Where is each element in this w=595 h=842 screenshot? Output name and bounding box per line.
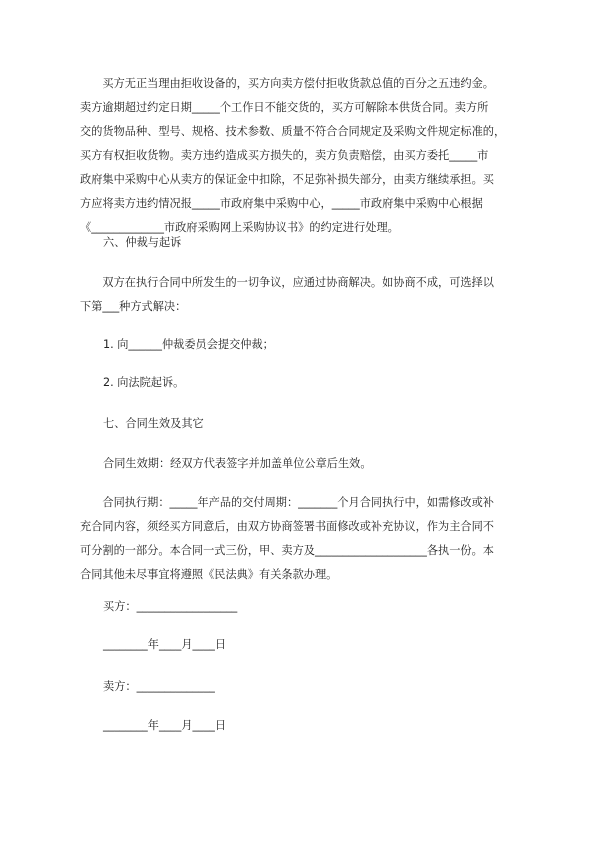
paragraph-line: 双方在执行合同中所发生的一切争议，应通过协商解决。如协商不成，可选择以 <box>80 276 494 289</box>
paragraph-line: 充合同内容，须经买方同意后，由双方协商签署书面修改或补充协议，作为主合同不 <box>80 520 494 533</box>
arbitration-option-1: 1. 向______仲裁委员会提交仲裁； <box>103 338 274 351</box>
paragraph-line: 可分割的一部分。本合同一式三份，甲、卖方及____________________各执一份。本 <box>80 544 494 557</box>
paragraph-line: 卖方逾期超过约定日期_____个工作日不能交货的，买方可解除本供货合同。卖方所 <box>80 101 489 114</box>
breach-clause-paragraph <box>80 72 532 240</box>
paragraph-line: 买方有权拒收货物。卖方违约造成买方损失的，卖方负责赔偿，由买方委托_____市 <box>80 149 489 162</box>
paragraph-line: 政府集中采购中心从卖方的保证金中扣除，不足弥补损失部分，由卖方继续承担。买 <box>80 173 494 186</box>
paragraph-line: 合同执行期：_____年产品的交付周期：_______个月合同执行中，如需修改或补 <box>80 496 494 509</box>
seller-signature-line: 卖方：______________ <box>103 680 215 693</box>
arbitration-intro-paragraph <box>80 271 532 319</box>
arbitration-option-2: 2. 向法院起诉。 <box>103 376 185 389</box>
paragraph-line: 方应将卖方违约情况报_____市政府集中采购中心，_____市政府集中采购中心根据 <box>80 197 483 210</box>
paragraph-line: 《_____________市政府采购网上采购协议书》的约定进行处理。 <box>80 221 399 234</box>
paragraph-line: 交的货物品种、型号、规格、技术参数、质量不符合合同规定及采购文件规定标准的， <box>80 125 506 138</box>
execution-clause-paragraph <box>80 491 532 587</box>
section-heading-effectiveness: 七、合同生效及其它 <box>103 417 204 430</box>
section-heading-arbitration: 六、仲裁与起诉 <box>103 236 182 249</box>
effective-clause: 合同生效期：经双方代表签字并加盖单位公章后生效。 <box>103 457 372 470</box>
buyer-signature-line: 买方：__________________ <box>103 600 238 613</box>
paragraph-line: 下第___种方式解决： <box>80 300 187 313</box>
paragraph-line: 买方无正当理由拒收设备的，买方向卖方偿付拒收货款总值的百分之五违约金。 <box>80 77 494 90</box>
paragraph-line: 合同其他未尽事宜将遵照《民法典》有关条款办理。 <box>80 568 338 581</box>
seller-date-line: ________年____月____日 <box>103 719 227 732</box>
buyer-date-line: ________年____月____日 <box>103 638 227 651</box>
